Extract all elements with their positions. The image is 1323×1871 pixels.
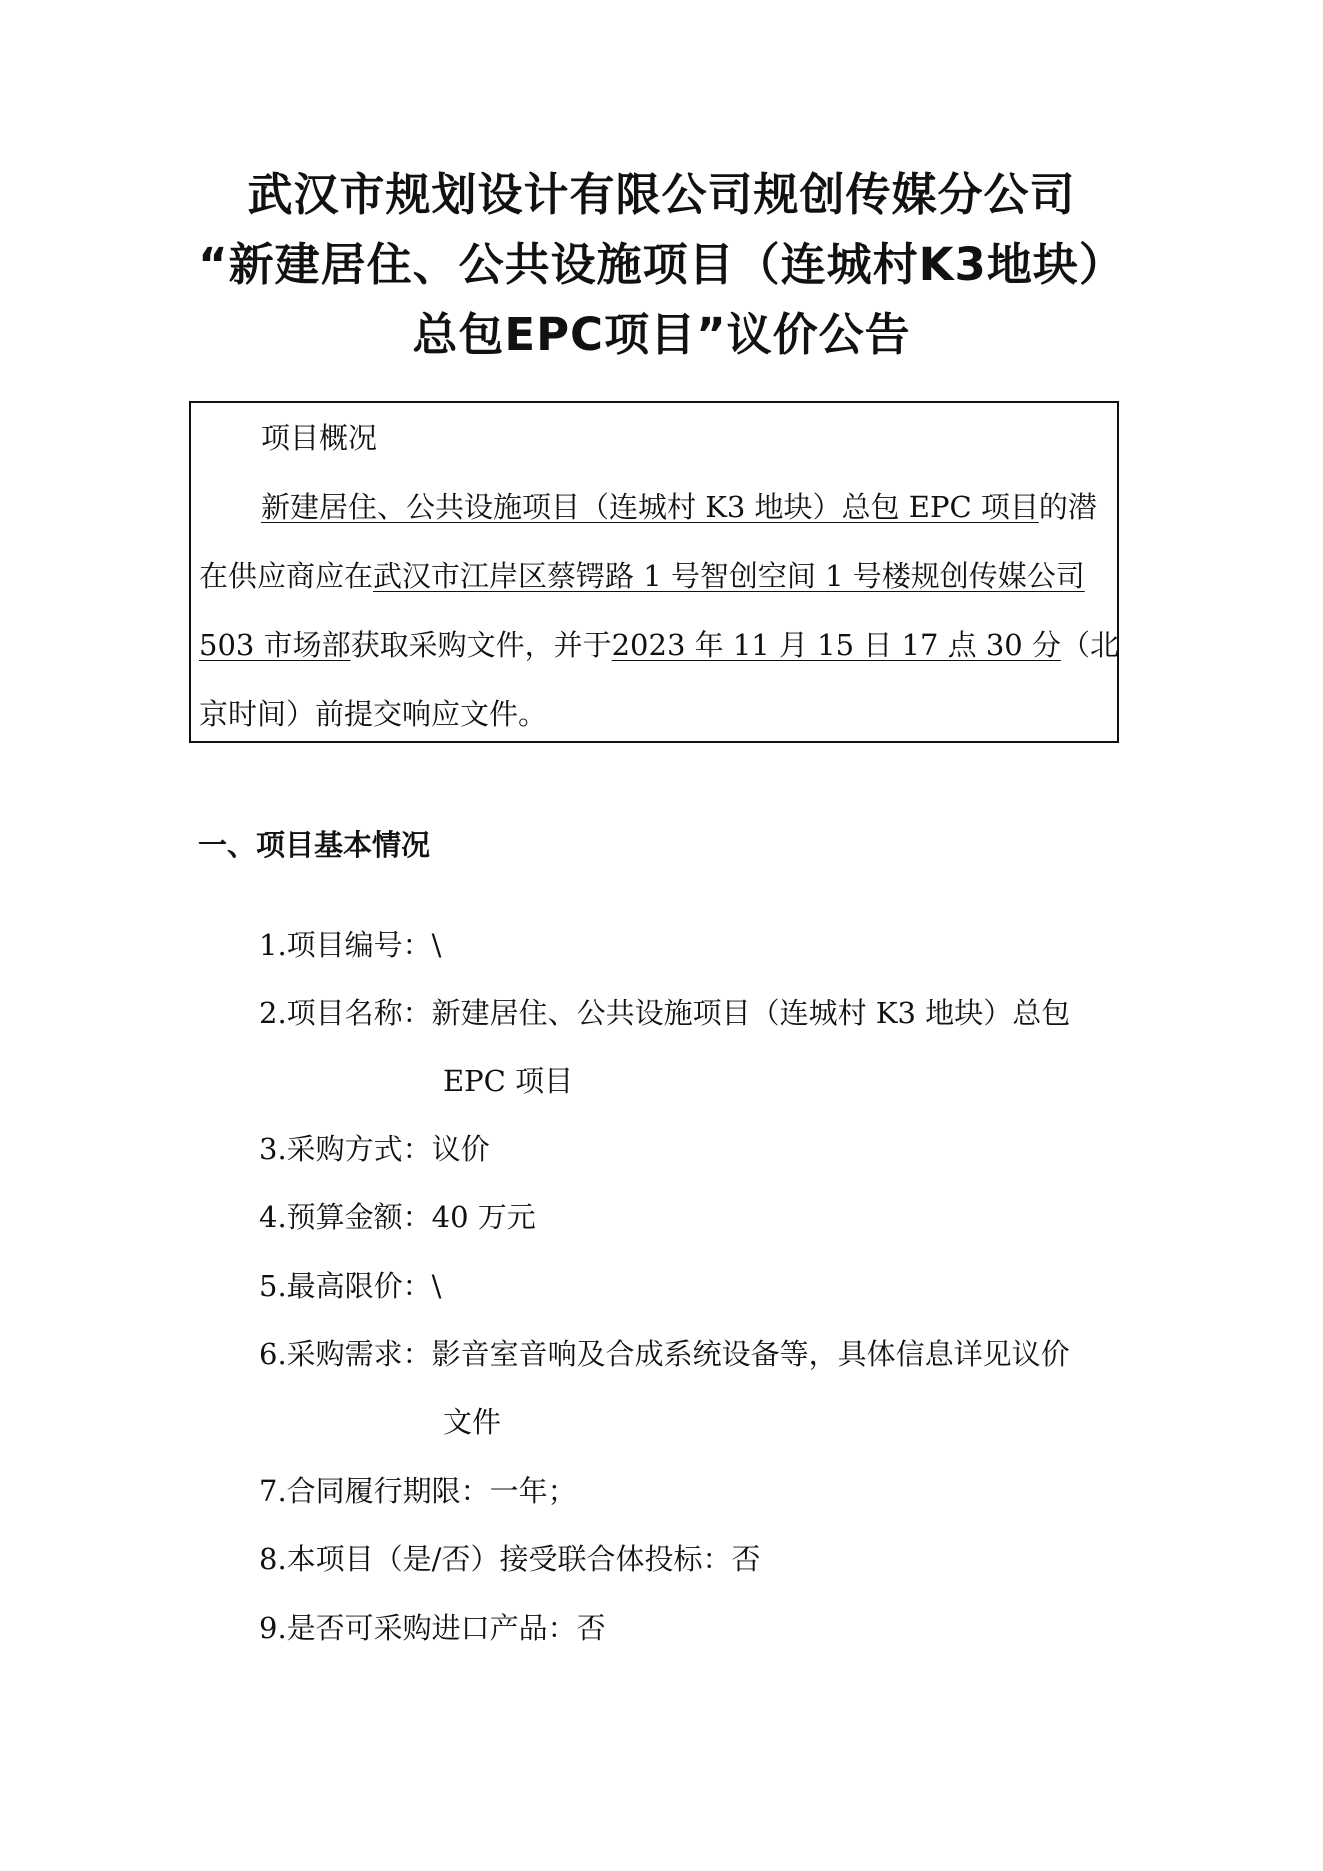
item-consortium-bidding: 8.本项目（是/否）接受联合体投标：否 <box>259 1542 761 1576</box>
address-underlined: 武汉市江岸区蔡锷路 1 号智创空间 1 号楼规创传媒公司 <box>373 559 1085 593</box>
overview-paragraph-line-1: 新建居住、公共设施项目（连城村 K3 地块）总包 EPC 项目的潜 <box>261 490 1097 524</box>
title-line-1: 武汉市规划设计有限公司规创传媒分公司 <box>247 168 1076 221</box>
overview-heading: 项目概况 <box>261 421 378 455</box>
item-procurement-requirements-continued: 文件 <box>443 1405 502 1439</box>
deadline-underlined: 2023 年 11 月 15 日 17 点 30 分 <box>611 628 1061 662</box>
overview-paragraph-line-2: 在供应商应在武汉市江岸区蔡锷路 1 号智创空间 1 号楼规创传媒公司 <box>199 559 1085 593</box>
project-overview-box <box>189 401 1119 743</box>
item-procurement-requirements: 6.采购需求：影音室音响及合成系统设备等，具体信息详见议价 <box>259 1337 1070 1371</box>
item-project-name-continued: EPC 项目 <box>443 1064 574 1098</box>
item-max-price: 5.最高限价：\ <box>259 1269 442 1303</box>
department-underlined: 503 市场部 <box>199 628 351 662</box>
project-name-underlined: 新建居住、公共设施项目（连城村 K3 地块）总包 EPC 项目 <box>261 490 1039 524</box>
section-heading-basic-info: 一、项目基本情况 <box>198 828 431 862</box>
overview-paragraph-line-4: 京时间）前提交响应文件。 <box>199 697 548 731</box>
item-project-number: 1.项目编号：\ <box>259 928 442 962</box>
title-line-2: “新建居住、公共设施项目（连城村K3地块） <box>198 238 1125 291</box>
overview-paragraph-line-3: 503 市场部获取采购文件，并于2023 年 11 月 15 日 17 点 30 分（北 <box>199 628 1119 662</box>
item-contract-period: 7.合同履行期限：一年； <box>259 1474 577 1508</box>
item-budget-amount: 4.预算金额：40 万元 <box>259 1200 536 1234</box>
document-title <box>0 160 1323 370</box>
item-project-name: 2.项目名称：新建居住、公共设施项目（连城村 K3 地块）总包 <box>259 996 1071 1030</box>
item-imported-products: 9.是否可采购进口产品：否 <box>259 1611 606 1645</box>
title-line-3: 总包EPC项目”议价公告 <box>412 308 911 361</box>
item-procurement-method: 3.采购方式：议价 <box>259 1132 490 1166</box>
